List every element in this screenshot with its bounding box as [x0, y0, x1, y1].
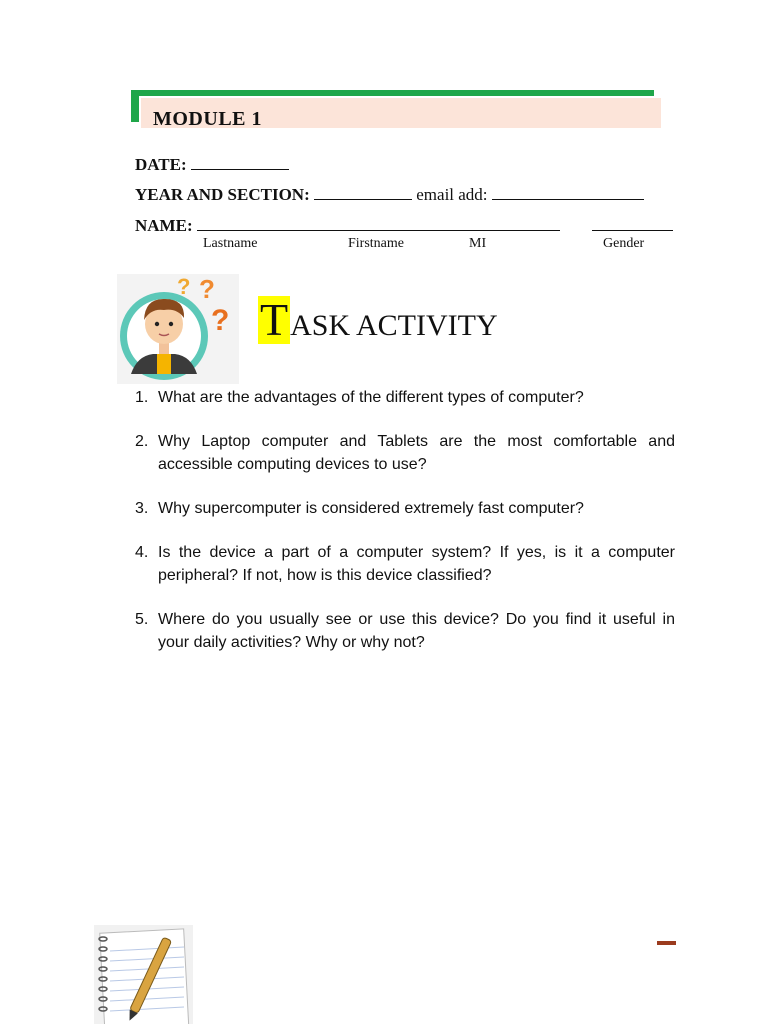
task-title-rest: ASK ACTIVITY — [290, 309, 498, 342]
module-title: MODULE 1 — [153, 108, 262, 128]
notebook-pen-icon — [94, 925, 193, 1024]
svg-text:?: ? — [177, 274, 191, 299]
year-section-label: YEAR AND SECTION: — [135, 185, 310, 204]
date-blank[interactable] — [191, 168, 289, 170]
gender-blank[interactable] — [592, 229, 673, 231]
page-marker — [657, 941, 676, 945]
banner-accent-left — [131, 90, 139, 122]
module-banner — [131, 90, 661, 128]
email-blank[interactable] — [492, 198, 644, 200]
date-label: DATE: — [135, 155, 187, 174]
question-item — [135, 608, 675, 654]
thinking-person-icon — [117, 274, 239, 384]
date-field — [135, 155, 289, 175]
name-label: NAME: — [135, 216, 193, 235]
year-section-field — [135, 185, 644, 205]
task-first-letter: T — [260, 294, 289, 345]
question-text: What are the advantages of the different types of computer? — [158, 389, 584, 406]
question-number: 4. — [135, 544, 149, 561]
task-activity-heading — [258, 296, 498, 350]
question-number: 3. — [135, 500, 149, 517]
email-label: email add: — [416, 185, 488, 204]
firstname-label: Firstname — [348, 236, 404, 251]
banner-box — [141, 98, 661, 128]
year-section-blank[interactable] — [314, 198, 412, 200]
question-text: Is the device a part of a computer system? If yes, is it a computer peripheral? If not, how is this device classified? — [158, 544, 675, 584]
question-item — [135, 386, 675, 409]
name-field — [135, 216, 673, 236]
question-text: Why Laptop computer and Tablets are the most comfortable and accessible computing devices to use? — [158, 433, 675, 473]
banner-accent-top — [131, 90, 654, 96]
question-number: 5. — [135, 611, 149, 628]
lastname-label: Lastname — [203, 236, 258, 251]
question-item — [135, 497, 675, 520]
question-list — [135, 386, 675, 675]
question-text: Why supercomputer is considered extremely fast computer? — [158, 500, 584, 517]
svg-text:?: ? — [199, 274, 215, 304]
question-number: 2. — [135, 433, 149, 450]
svg-text:?: ? — [211, 304, 230, 337]
mi-label: MI — [469, 236, 487, 251]
question-item — [135, 541, 675, 587]
name-blank[interactable] — [197, 229, 560, 231]
gender-label: Gender — [603, 236, 645, 251]
question-item — [135, 430, 675, 476]
question-text: Where do you usually see or use this device? Do you find it useful in your daily activities? Why or why not? — [158, 611, 675, 651]
question-number: 1. — [135, 389, 149, 406]
